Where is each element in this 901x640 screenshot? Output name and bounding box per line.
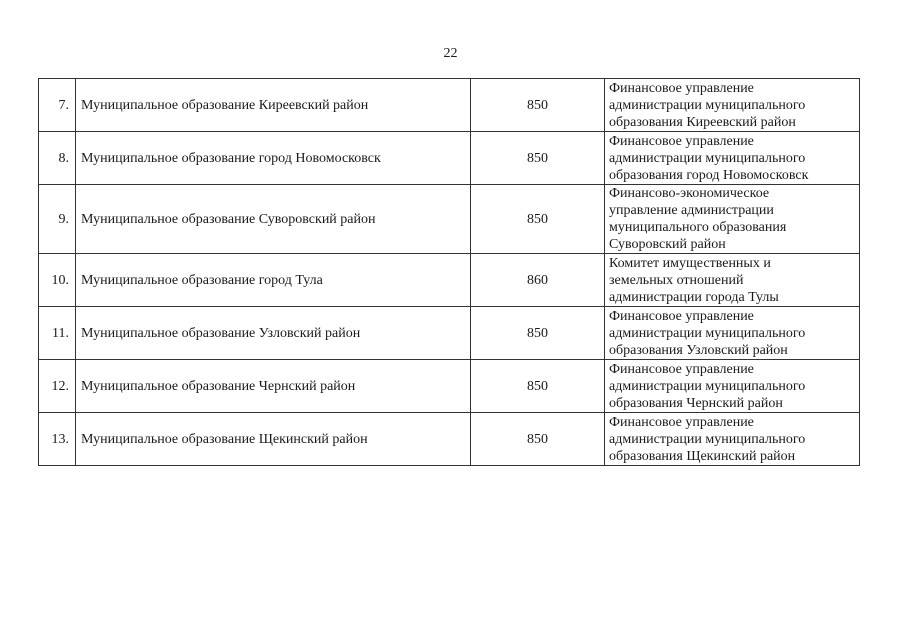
- row-number: 10.: [39, 254, 76, 307]
- code-cell: 850: [471, 185, 605, 254]
- municipality-name: Муниципальное образование Киреевский район: [76, 79, 471, 132]
- administrator-cell: Финансовое управление администрации муниципального образования Киреевский район: [605, 79, 860, 132]
- row-number: 8.: [39, 132, 76, 185]
- row-number: 7.: [39, 79, 76, 132]
- row-number: 9.: [39, 185, 76, 254]
- code-cell: 850: [471, 413, 605, 466]
- table-row: [39, 79, 860, 132]
- municipality-name: Муниципальное образование Чернский район: [76, 360, 471, 413]
- administrator-cell: Финансовое управление администрации муниципального образования Щекинский район: [605, 413, 860, 466]
- table-row: [39, 132, 860, 185]
- code-cell: 850: [471, 79, 605, 132]
- municipality-name: Муниципальное образование Суворовский район: [76, 185, 471, 254]
- administrator-cell: Финансово-экономическое управление администрации муниципального образования Суворовский район: [605, 185, 860, 254]
- municipality-name: Муниципальное образование Щекинский район: [76, 413, 471, 466]
- table-row: [39, 254, 860, 307]
- code-cell: 860: [471, 254, 605, 307]
- row-number: 12.: [39, 360, 76, 413]
- table-row: [39, 413, 860, 466]
- administrator-cell: Финансовое управление администрации муниципального образования Чернский район: [605, 360, 860, 413]
- table-row: [39, 307, 860, 360]
- code-cell: 850: [471, 132, 605, 185]
- table-row: [39, 185, 860, 254]
- administrator-cell: Финансовое управление администрации муниципального образования Узловский район: [605, 307, 860, 360]
- municipality-name: Муниципальное образование город Тула: [76, 254, 471, 307]
- page-number: 22: [443, 46, 458, 61]
- municipalities-table: [38, 78, 860, 466]
- code-cell: 850: [471, 307, 605, 360]
- row-number: 11.: [39, 307, 76, 360]
- administrator-cell: Комитет имущественных и земельных отношений администрации города Тулы: [605, 254, 860, 307]
- row-number: 13.: [39, 413, 76, 466]
- code-cell: 850: [471, 360, 605, 413]
- table-row: [39, 360, 860, 413]
- municipality-name: Муниципальное образование город Новомосковск: [76, 132, 471, 185]
- administrator-cell: Финансовое управление администрации муниципального образования город Новомосковск: [605, 132, 860, 185]
- municipality-name: Муниципальное образование Узловский район: [76, 307, 471, 360]
